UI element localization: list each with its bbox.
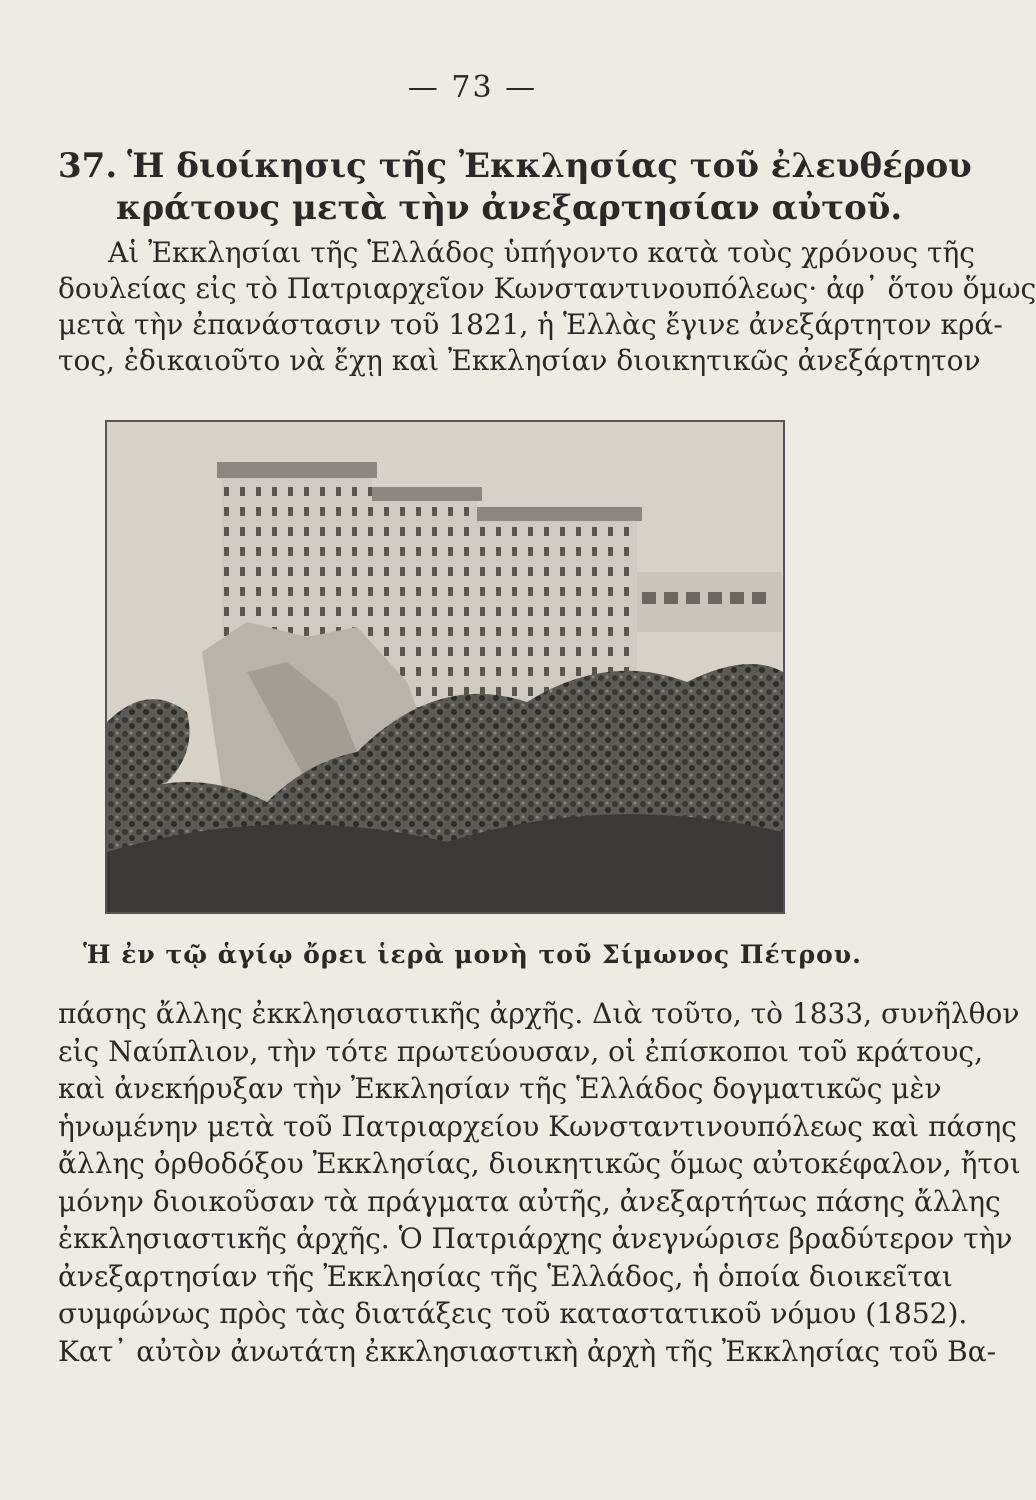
text-line: Κατ᾽ αὐτὸν ἀνωτάτη ἐκκλησιαστικὴ ἀρχὴ τῆς Ἐκκλησίας τοῦ Βα- xyxy=(58,1334,997,1368)
text-line: εἰς Ναύπλιον, τὴν τότε πρωτεύουσαν, οἱ ἐπίσκοποι τοῦ κράτους, xyxy=(58,1034,984,1068)
text-line: ἡνωμένην μετὰ τοῦ Πατριαρχείου Κωνσταντινουπόλεως καὶ πάσης xyxy=(58,1109,1017,1143)
paragraph-continuation xyxy=(58,995,1021,1370)
paragraph-intro xyxy=(58,235,1036,379)
text-line: καὶ ἀνεκήρυξαν τὴν Ἐκκλησίαν τῆς Ἑλλάδος δογματικῶς μὲν xyxy=(58,1072,942,1105)
text-line: συμφώνως πρὸς τὰς διατάξεις τοῦ καταστατικοῦ νόμου (1852). xyxy=(58,1297,968,1330)
text-line: μετὰ τὴν ἐπανάστασιν τοῦ 1821, ἡ Ἑλλὰς ἔγινε ἀνεξάρτητον κρά- xyxy=(58,308,1003,341)
monastery-illustration xyxy=(107,422,783,912)
text-line: μόνην διοικοῦσαν τὰ πράγματα αὐτῆς, ἀνεξαρτήτως πάσης ἄλλης xyxy=(58,1184,1001,1218)
text-line: δουλείας εἰς τὸ Πατριαρχεῖον Κωνσταντινουπόλεως· ἀφ᾽ ὅτου ὅμως xyxy=(58,272,1036,305)
figure-caption: Ἡ ἐν τῷ ἁγίῳ ὄρει ἱερὰ μονὴ τοῦ Σίμωνος Πέτρου. xyxy=(83,940,862,969)
monastery-photograph xyxy=(105,420,785,914)
text-line: ἐκκλησιαστικῆς ἀρχῆς. Ὁ Πατριάρχης ἀνεγνώρισε βραδύτερον τὴν xyxy=(58,1222,1013,1255)
section-number: 37. xyxy=(58,146,118,186)
text-line: πάσης ἄλλης ἐκκλησιαστικῆς ἀρχῆς. Διὰ τοῦτο, τὸ 1833, συνῆλθον xyxy=(58,997,1020,1030)
page-number: — 73 — xyxy=(407,70,538,105)
section-title-part-2: κράτους μετὰ τὴν ἀνεξαρτησίαν αὐτοῦ. xyxy=(116,188,903,228)
section-heading xyxy=(58,145,972,229)
section-title-part-1: Ἡ διοίκησις τῆς Ἐκκλησίας τοῦ ἐλευθέρου xyxy=(127,146,972,186)
text-line: τος, ἐδικαιοῦτο νὰ ἔχῃ καὶ Ἐκκλησίαν διοικητικῶς ἀνεξάρτητον xyxy=(58,344,981,377)
text-line: Αἱ Ἐκκλησίαι τῆς Ἑλλάδος ὑπήγοντο κατὰ τοὺς χρόνους τῆς xyxy=(108,236,975,269)
section-heading-line-1 xyxy=(58,145,972,187)
text-line: ἄλλης ὀρθοδόξου Ἐκκλησίας, διοικητικῶς ὅμως αὐτοκέφαλον, ἤτοι xyxy=(58,1147,1021,1180)
text-line: ἀνεξαρτησίαν τῆς Ἐκκλησίας τῆς Ἑλλάδος, ἡ ὁποία διοικεῖται xyxy=(58,1259,953,1293)
